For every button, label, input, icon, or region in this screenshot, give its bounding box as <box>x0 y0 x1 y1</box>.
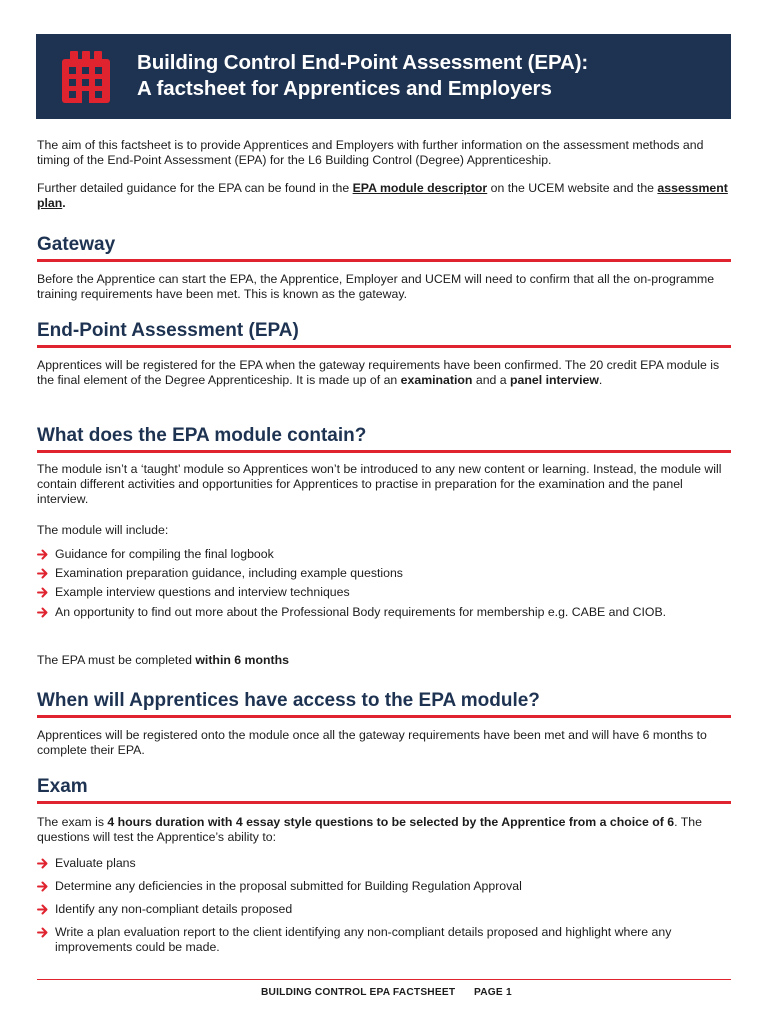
completion-text-pre: The EPA must be completed <box>37 653 196 667</box>
arrow-right-icon <box>37 902 49 917</box>
assessment-plan-link[interactable]: assessment plan <box>37 181 728 210</box>
list-item-text: Determine any deficiencies in the proposal submitted for Building Regulation Approval <box>55 879 522 893</box>
exam-text-end: . The questions will test the Apprentice’s ability to: <box>37 815 702 844</box>
title-line-1: Building Control End-Point Assessment (EPA): <box>137 51 589 74</box>
footer-divider <box>37 979 731 980</box>
list-item-text: Identify any non-compliant details proposed <box>55 902 293 916</box>
page-number: PAGE 1 <box>474 987 512 998</box>
epa-text-pre: Apprentices will be registered for the EPA when the gateway requirements have been confirmed. The 20 credit EPA module is the final element of the Degree Apprenticeship. It is made up of an <box>37 358 720 387</box>
exam-text-bold: 4 hours duration with 4 essay style questions to be selected by the Apprentice from a choice of 6 <box>107 815 675 829</box>
building-icon <box>56 51 116 103</box>
module-include-intro: The module will include: <box>37 523 169 537</box>
completion-text-bold: within 6 months <box>195 653 289 667</box>
guidance-text-pre: Further detailed guidance for the EPA can be found in the <box>37 181 353 195</box>
section-divider <box>37 715 731 718</box>
exam-paragraph <box>37 815 734 845</box>
list-item-text: Write a plan evaluation report to the client identifying any non-compliant details proposed and highlight where any improvements could be made. <box>55 925 672 954</box>
exam-text-pre: The exam is <box>37 815 108 829</box>
footer-title: BUILDING CONTROL EPA FACTSHEET <box>261 987 456 998</box>
section-divider <box>37 450 731 453</box>
guidance-text-mid: on the UCEM website and the <box>487 181 658 195</box>
access-heading: When will Apprentices have access to the EPA module? <box>37 690 540 711</box>
arrow-right-icon <box>37 566 49 581</box>
access-paragraph: Apprentices will be registered onto the module once all the gateway requirements have been met and will have 6 months to complete their EPA. <box>37 728 707 757</box>
header-banner <box>36 34 731 119</box>
list-item-text: Guidance for compiling the final logbook <box>55 547 274 561</box>
arrow-right-icon <box>37 605 49 620</box>
list-item-text: Examination preparation guidance, including example questions <box>55 566 403 580</box>
epa-text-bold-1: examination <box>400 373 473 387</box>
completion-paragraph <box>37 653 734 668</box>
epa-paragraph <box>37 358 734 388</box>
title-line-2: A factsheet for Apprentices and Employers <box>137 77 552 100</box>
epa-text-mid: and a <box>472 373 511 387</box>
guidance-paragraph <box>37 181 734 211</box>
module-paragraph: The module isn’t a ‘taught’ module so Apprentices won’t be introduced to any new content or learning. Instead, the module will contain different activities and opportunities for Apprentices to practise in preparation for the examination and the panel interview. <box>37 462 722 506</box>
epa-module-descriptor-link[interactable]: EPA module descriptor <box>352 181 488 195</box>
section-divider <box>37 345 731 348</box>
section-divider <box>37 801 731 804</box>
section-divider <box>37 259 731 262</box>
epa-heading: End-Point Assessment (EPA) <box>37 320 299 341</box>
page-title <box>137 50 588 102</box>
epa-text-end: . <box>598 373 603 387</box>
list-item-text: Evaluate plans <box>55 856 136 870</box>
intro-paragraph: The aim of this factsheet is to provide Apprentices and Employers with further information on the assessment methods and timing of the End-Point Assessment (EPA) for the L6 Building Control (Degree) Apprenticeship. <box>37 138 704 167</box>
gateway-paragraph: Before the Apprentice can start the EPA, the Apprentice, Employer and UCEM will need to confirm that all the on-programme training requirements have been met. This is known as the gateway. <box>37 272 715 301</box>
guidance-text-end: . <box>62 196 66 210</box>
arrow-right-icon <box>37 585 49 600</box>
list-item-text: Example interview questions and interview techniques <box>55 585 350 599</box>
arrow-right-icon <box>37 925 49 940</box>
exam-heading: Exam <box>37 776 88 797</box>
arrow-right-icon <box>37 879 49 894</box>
epa-text-bold-2: panel interview <box>510 373 599 387</box>
module-heading: What does the EPA module contain? <box>37 425 367 446</box>
arrow-right-icon <box>37 856 49 871</box>
list-item-text: An opportunity to find out more about the Professional Body requirements for membership e.g. CABE and CIOB. <box>55 605 667 619</box>
gateway-heading: Gateway <box>37 234 116 255</box>
arrow-right-icon <box>37 547 49 562</box>
